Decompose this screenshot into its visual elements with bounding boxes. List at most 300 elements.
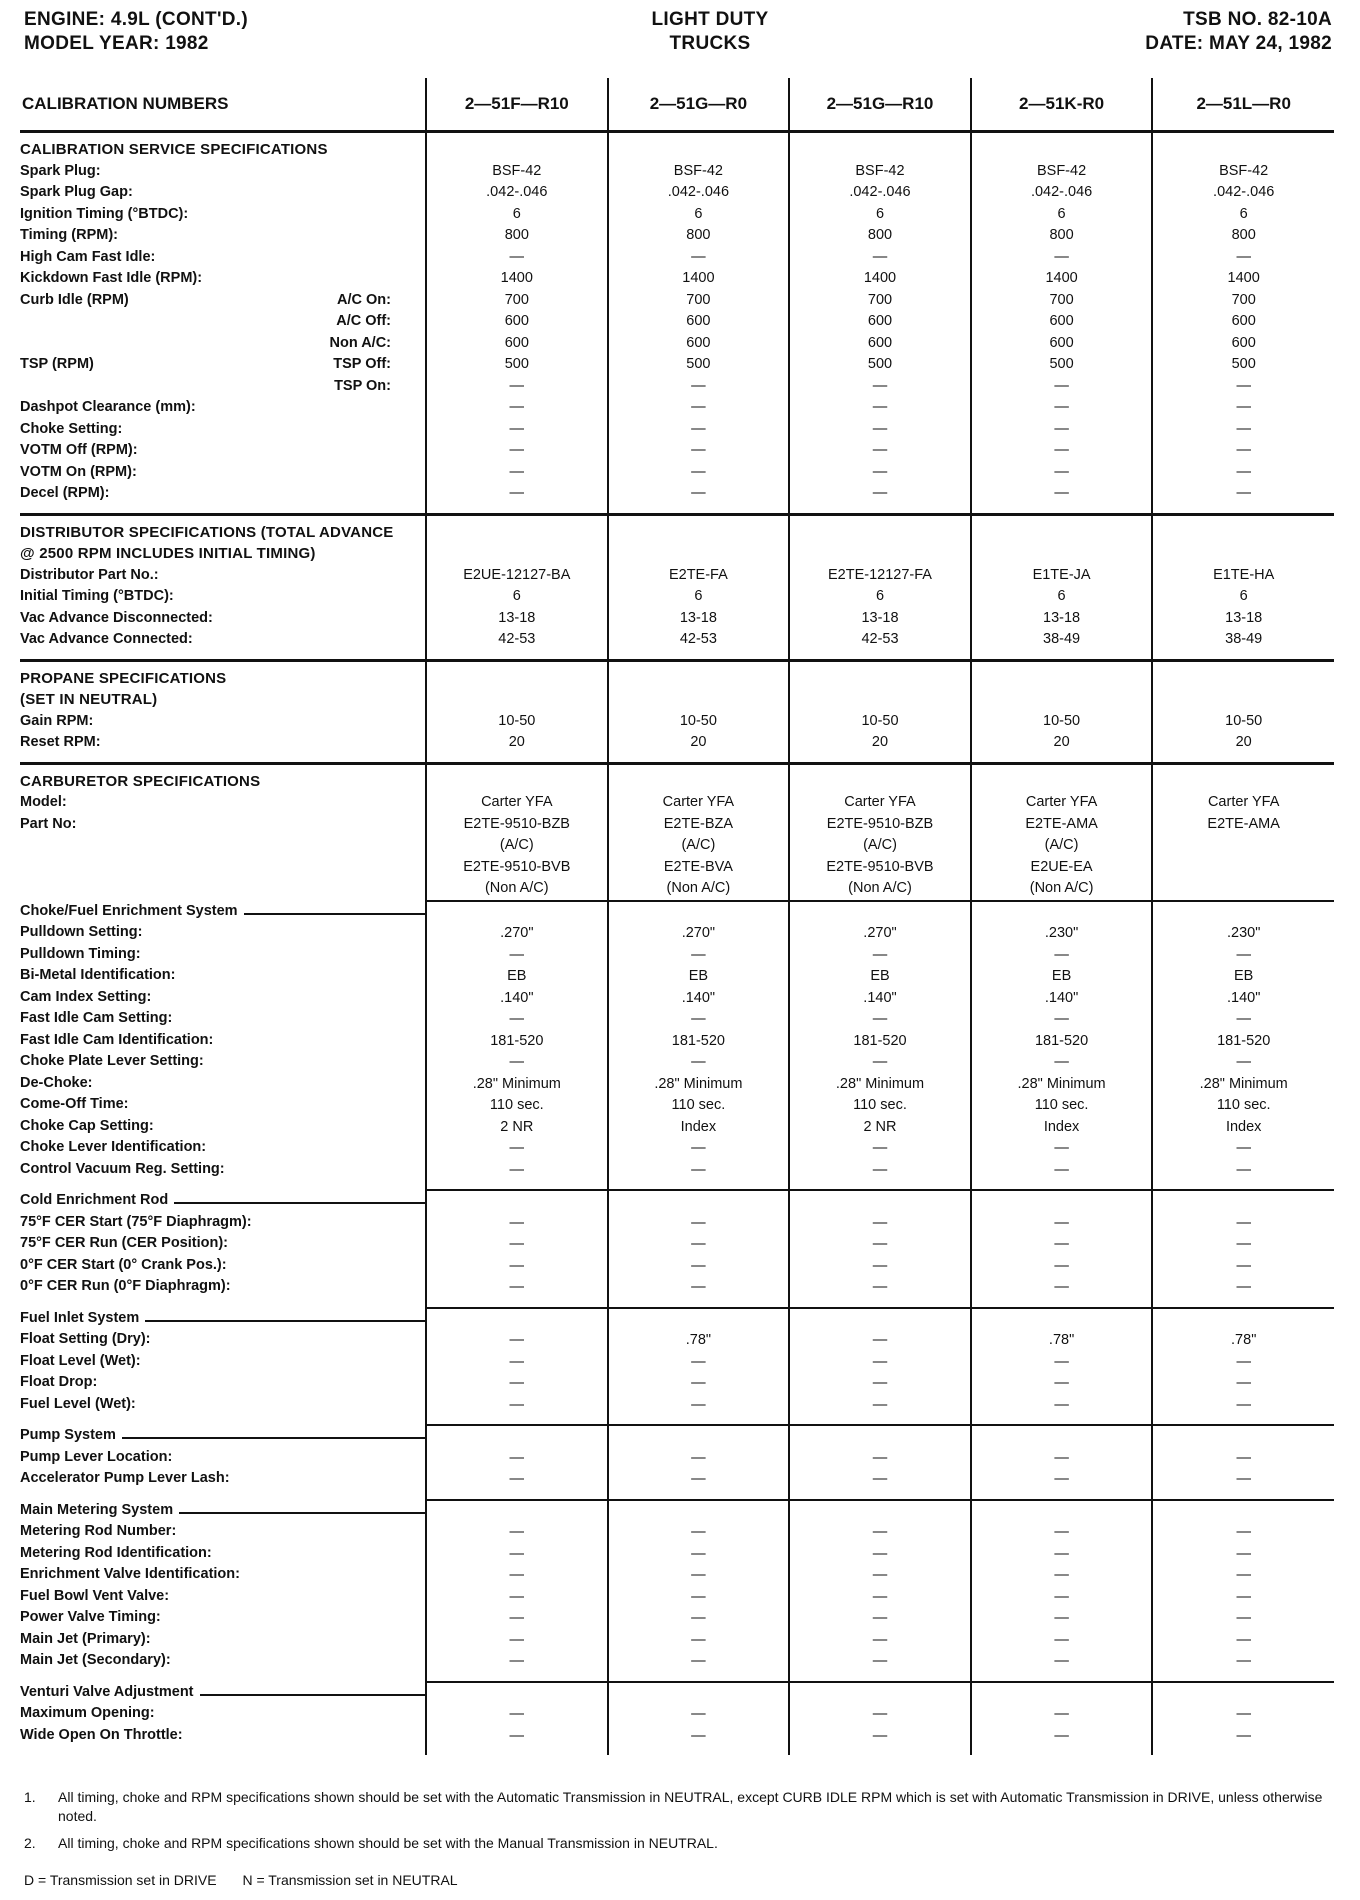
group-title-row — [20, 1682, 425, 1704]
cell-value: 6 — [512, 588, 521, 604]
spacer-row — [790, 902, 970, 924]
footnotes — [24, 1788, 1334, 1861]
group-label-column — [20, 1425, 426, 1500]
calibration-column-header: 2—51F—R10 — [426, 78, 608, 132]
group-title: Choke/Fuel Enrichment System — [20, 903, 244, 919]
cell-value: — — [1236, 1653, 1251, 1669]
cell-value: 42-53 — [498, 631, 536, 647]
spacer-row — [972, 771, 1152, 793]
spec-label: Maximum Opening: — [20, 1705, 155, 1721]
section-title: CARBURETOR SPECIFICATIONS — [20, 772, 261, 790]
carburetor-model: Carter YFA — [1025, 794, 1098, 810]
group-title-row — [20, 1308, 425, 1330]
cell-value: — — [509, 377, 525, 394]
carburetor-part-line: E2TE-9510-BVB — [826, 858, 934, 875]
cell-value: 6 — [1239, 588, 1248, 604]
carburetor-part-line: E2TE-AMA — [1207, 815, 1280, 832]
spec-row-label — [20, 354, 425, 376]
spec-row-label — [20, 290, 425, 312]
cell-value: — — [872, 1236, 888, 1252]
spec-label: Metering Rod Identification: — [20, 1544, 212, 1561]
cell-value: .042-.046 — [1030, 184, 1093, 200]
cell-value: — — [1236, 1471, 1251, 1487]
cell-value: 500 — [504, 356, 529, 372]
footnote-number: 2. — [24, 1835, 36, 1851]
spacer-row — [790, 771, 970, 793]
cell-value: BSF-42 — [673, 162, 723, 179]
value-column — [789, 1500, 971, 1682]
spec-label: Fast Idle Cam Setting: — [20, 1010, 173, 1026]
cell-value: — — [1236, 377, 1251, 394]
spec-row-label — [20, 440, 425, 462]
spec-label: Choke Setting: — [20, 420, 123, 437]
cell-value: — — [872, 1727, 888, 1744]
spec-label: Metering Rod Number: — [20, 1523, 177, 1539]
cell-value: 600 — [867, 313, 893, 329]
cell-value: — — [509, 946, 525, 963]
cell-value: 800 — [504, 227, 529, 243]
specification-table — [20, 78, 1334, 1755]
group-label-column — [20, 1190, 426, 1308]
group-label-column — [20, 901, 426, 1191]
cell-value: 1400 — [1045, 270, 1078, 286]
cell-value: — — [1054, 946, 1069, 963]
carburetor-group — [20, 1425, 1334, 1500]
spacer-row — [972, 1501, 1152, 1523]
cell-value: — — [691, 1524, 706, 1540]
spec-row-label — [20, 397, 425, 419]
cell-value: 20 — [871, 734, 889, 750]
cell-value: — — [1054, 1471, 1069, 1487]
carburetor-part-line — [1153, 835, 1334, 857]
cell-value: — — [1054, 1054, 1069, 1070]
spacer-row — [427, 1309, 607, 1331]
carburetor-part-line: E2TE-9510-BVB — [463, 858, 571, 875]
spec-label: High Cam Fast Idle: — [20, 248, 156, 265]
footnote-number: 1. — [24, 1789, 36, 1805]
cell-value: — — [872, 1054, 888, 1070]
cell-value: 10-50 — [1043, 712, 1081, 729]
spacer-row — [427, 902, 607, 924]
spec-label: Power Valve Timing: — [20, 1609, 161, 1625]
spec-label: Part No: — [20, 815, 77, 832]
cell-value: 500 — [686, 356, 711, 372]
cell-value: 110 sec. — [1216, 1097, 1271, 1113]
value-column — [789, 660, 971, 763]
spacer-row — [427, 1426, 607, 1448]
spacer-row — [1153, 689, 1334, 711]
spec-row-label — [20, 225, 425, 247]
value-column — [1152, 763, 1334, 901]
cell-value: 600 — [867, 334, 893, 351]
cell-value: EB — [507, 968, 527, 984]
cell-value: 110 sec. — [489, 1097, 544, 1113]
value-column — [1152, 1500, 1334, 1682]
cell-value: 181-520 — [1217, 1032, 1271, 1049]
cell-value: 38-49 — [1225, 631, 1263, 647]
cell-value: — — [872, 248, 888, 265]
cell-value: 6 — [694, 588, 703, 604]
cell-value: 1400 — [863, 270, 897, 286]
cell-value: — — [509, 463, 525, 480]
cell-value: E2UE-12127-BA — [463, 566, 571, 583]
carburetor-part-line: E2TE-9510-BZB — [826, 815, 934, 832]
spacer-row — [427, 1191, 607, 1213]
cell-value: BSF-42 — [1219, 162, 1269, 179]
cell-value: — — [872, 1353, 888, 1370]
cell-value: — — [872, 1332, 888, 1348]
spacer-row — [1153, 1191, 1334, 1213]
spacer-row — [972, 689, 1152, 711]
spec-label: Control Vacuum Reg. Setting: — [20, 1160, 225, 1177]
cell-value: — — [872, 1653, 888, 1669]
value-column — [426, 763, 608, 901]
spec-sublabel: Non A/C: — [329, 334, 391, 351]
value-column — [971, 514, 1153, 660]
spec-label: Pulldown Setting: — [20, 924, 143, 940]
spacer-row — [972, 1309, 1152, 1331]
section-title: DISTRIBUTOR SPECIFICATIONS (TOTAL ADVANCE — [20, 523, 394, 541]
cell-value: — — [1236, 1353, 1251, 1370]
cell-value: 700 — [686, 291, 711, 308]
cell-value: 600 — [1231, 313, 1256, 329]
spec-label: Decel (RPM): — [20, 485, 110, 501]
spec-label: Pump Lever Location: — [20, 1448, 173, 1465]
cell-value: — — [1054, 1706, 1069, 1722]
value-column — [971, 1425, 1153, 1500]
cell-value: — — [691, 1214, 706, 1231]
spacer-row — [609, 668, 789, 690]
spec-label: Choke Plate Lever Setting: — [20, 1053, 204, 1069]
carburetor-part-line: (A/C) — [863, 837, 897, 853]
cell-value: — — [691, 1449, 706, 1466]
section-label-column — [20, 514, 426, 660]
cell-value: — — [691, 1353, 706, 1370]
spacer-row — [790, 668, 970, 690]
cell-value: — — [872, 1396, 888, 1413]
spec-label: Spark Plug Gap: — [20, 184, 133, 200]
value-column — [426, 1500, 608, 1682]
cell-value: — — [509, 1375, 525, 1391]
tsb-date: DATE: MAY 24, 1982 — [1145, 33, 1332, 54]
spacer-row — [790, 1501, 970, 1523]
cell-value: 1400 — [682, 270, 715, 286]
cell-value: 6 — [512, 205, 521, 222]
value-column — [1152, 132, 1334, 515]
cell-value: — — [691, 1588, 706, 1605]
cell-value: 600 — [1049, 313, 1074, 329]
value-column — [608, 132, 790, 515]
group-title-row — [20, 1425, 425, 1447]
cell-value: — — [509, 1279, 525, 1295]
cell-value: — — [509, 1631, 525, 1648]
service-specifications-section — [20, 132, 1334, 515]
cell-value: BSF-42 — [1036, 162, 1087, 179]
cell-value: — — [1236, 463, 1251, 480]
spacer-row — [427, 689, 607, 711]
carburetor-part-line: E2TE-BZA — [663, 815, 734, 832]
carburetor-part-line: (A/C) — [681, 837, 716, 853]
value-column — [789, 763, 971, 901]
cell-value: 20 — [690, 734, 707, 750]
spec-label: Timing (RPM): — [20, 227, 118, 243]
cell-value: — — [1054, 1140, 1069, 1156]
carburetor-group — [20, 901, 1334, 1191]
spec-label: Gain RPM: — [20, 712, 94, 729]
cell-value: 38-49 — [1043, 631, 1081, 647]
cell-value: — — [509, 1524, 525, 1540]
cell-value: 13-18 — [861, 609, 899, 626]
spec-label: Spark Plug: — [20, 162, 101, 179]
cell-value: — — [872, 463, 888, 480]
cell-value: — — [1054, 1257, 1069, 1274]
group-label-column — [20, 1308, 426, 1426]
spec-label: Kickdown Fast Idle (RPM): — [20, 270, 203, 286]
cell-value: — — [691, 1236, 706, 1252]
cell-value: BSF-42 — [855, 162, 905, 179]
cell-value: — — [509, 1236, 525, 1252]
value-column — [608, 901, 790, 1191]
spacer-row — [609, 689, 789, 711]
value-column — [426, 1308, 608, 1426]
cell-value: 800 — [867, 227, 893, 243]
spacer-row — [609, 139, 789, 161]
spacer-row — [609, 1191, 789, 1213]
cell-value: — — [872, 1011, 888, 1027]
cell-value: 700 — [504, 291, 529, 308]
cell-value: — — [872, 1610, 888, 1626]
spacer-row — [609, 771, 789, 793]
carburetor-model: Carter YFA — [662, 794, 735, 810]
propane-specifications-section — [20, 660, 1334, 763]
spacer-row — [1153, 543, 1334, 565]
cell-value: — — [691, 485, 706, 501]
cell-value: — — [691, 1161, 706, 1178]
cell-value: 110 sec. — [671, 1097, 726, 1113]
value-column — [789, 901, 971, 1191]
value-column — [608, 660, 790, 763]
value-column — [971, 660, 1153, 763]
cell-value: — — [509, 1653, 525, 1669]
value-column — [971, 132, 1153, 515]
spec-label: 0°F CER Run (0°F Diaphragm): — [20, 1278, 231, 1294]
cell-value: 700 — [1231, 291, 1256, 308]
group-title: Venturi Valve Adjustment — [20, 1684, 200, 1700]
cell-value: — — [691, 1706, 706, 1722]
spec-row-label — [20, 419, 425, 441]
value-column — [608, 1500, 790, 1682]
cell-value: — — [872, 377, 888, 394]
cell-value: — — [691, 1471, 706, 1487]
cell-value: — — [1236, 1279, 1251, 1295]
spec-label: De-Choke: — [20, 1074, 93, 1091]
cell-value: — — [509, 1257, 525, 1274]
spacer-row — [427, 771, 607, 793]
spec-label: Reset RPM: — [20, 734, 101, 750]
carburetor-model: Carter YFA — [1207, 794, 1280, 810]
value-column — [1152, 514, 1334, 660]
spec-label: Ignition Timing (°BTDC): — [20, 205, 189, 222]
transmission-legend — [24, 1872, 480, 1888]
spacer-row — [790, 139, 970, 161]
calibration-header-row — [20, 78, 1334, 132]
spec-label: Fuel Bowl Vent Valve: — [20, 1587, 170, 1604]
cell-value: — — [872, 1706, 888, 1722]
spacer-row — [1153, 1309, 1334, 1331]
cell-value: .270" — [681, 925, 716, 941]
cell-value: .270" — [500, 925, 534, 941]
spec-row-label — [20, 608, 425, 630]
cell-value: E2TE-12127-FA — [827, 566, 932, 583]
cell-value: .78" — [685, 1332, 712, 1348]
distributor-specifications-section — [20, 514, 1334, 660]
cell-value: — — [1054, 1524, 1069, 1540]
value-column — [426, 901, 608, 1191]
cell-value: — — [1054, 485, 1069, 501]
cell-value: Index — [1225, 1118, 1262, 1135]
cell-value: .28" Minimum — [472, 1075, 561, 1092]
cell-value: EB — [1051, 968, 1072, 984]
cell-value: — — [1054, 1449, 1069, 1466]
cell-value: — — [691, 1610, 706, 1626]
cell-value: 42-53 — [861, 631, 899, 647]
group-title: Fuel Inlet System — [20, 1310, 145, 1326]
cell-value: .230" — [1044, 925, 1079, 941]
cell-value: — — [872, 1631, 888, 1648]
cell-value: — — [1054, 1279, 1069, 1295]
spec-row-label — [20, 711, 425, 733]
cell-value: — — [691, 1279, 706, 1295]
cell-value: — — [1054, 1631, 1069, 1648]
cell-value: — — [691, 420, 706, 437]
cell-value: — — [509, 420, 525, 437]
group-title-row — [20, 901, 425, 923]
carburetor-model: Carter YFA — [481, 794, 553, 810]
carburetor-model: Carter YFA — [844, 794, 916, 810]
spacer-row — [1153, 771, 1334, 793]
cell-value: — — [1236, 1375, 1251, 1391]
spec-label: Main Jet (Secondary): — [20, 1652, 171, 1668]
value-column — [1152, 1190, 1334, 1308]
cell-value: 42-53 — [679, 631, 717, 647]
spec-row-label — [20, 483, 425, 505]
cell-value: — — [1236, 1727, 1251, 1744]
cell-value: — — [872, 1567, 888, 1583]
spacer-row — [1153, 139, 1334, 161]
carburetor-part-line: (A/C) — [499, 837, 534, 853]
footnote — [24, 1834, 1334, 1853]
spacer-row — [609, 1426, 789, 1448]
cell-value: .78" — [1231, 1332, 1257, 1348]
spacer-row — [609, 1501, 789, 1523]
value-column — [971, 901, 1153, 1191]
cell-value: 600 — [504, 334, 529, 351]
cell-value: .140" — [500, 989, 534, 1006]
spec-label: VOTM Off (RPM): — [20, 442, 138, 458]
calibration-column-header: 2—51G—R0 — [608, 78, 790, 132]
spec-label: 0°F CER Start (0° Crank Pos.): — [20, 1256, 227, 1273]
calibration-column-header: 2—51L—R0 — [1152, 78, 1334, 132]
cell-value: — — [872, 1279, 888, 1295]
carburetor-part-line: E2TE-9510-BZB — [463, 815, 570, 832]
cell-value: .140" — [681, 989, 716, 1006]
cell-value: — — [509, 1727, 525, 1744]
cell-value: 6 — [694, 205, 703, 222]
value-column — [971, 1190, 1153, 1308]
section-title: (SET IN NEUTRAL) — [20, 691, 158, 708]
carburetor-part-line: (Non A/C) — [666, 880, 731, 896]
carburetor-part-line: E2TE-AMA — [1025, 815, 1098, 832]
group-title-row — [20, 1500, 425, 1522]
cell-value: — — [1054, 1375, 1069, 1391]
value-column — [426, 514, 608, 660]
legend-neutral: N = Transmission set in NEUTRAL — [242, 1872, 458, 1888]
spec-label: Dashpot Clearance (mm): — [20, 399, 196, 415]
cell-value: — — [509, 399, 525, 415]
spacer-row — [972, 1426, 1152, 1448]
cell-value: 181-520 — [490, 1032, 544, 1049]
spec-label: Cam Index Setting: — [20, 988, 152, 1005]
cell-value: — — [1054, 1567, 1069, 1583]
section-title: CALIBRATION SERVICE SPECIFICATIONS — [20, 141, 328, 158]
spacer-row — [972, 668, 1152, 690]
section-title: @ 2500 RPM INCLUDES INITIAL TIMING) — [20, 545, 316, 562]
cell-value: — — [509, 248, 525, 265]
cell-value: BSF-42 — [492, 162, 542, 179]
spec-label: TSP (RPM) — [20, 356, 94, 372]
spacer-row — [427, 139, 607, 161]
spacer-row — [1153, 1683, 1334, 1705]
carburetor-part-line: (Non A/C) — [484, 880, 549, 896]
cell-value: — — [691, 1140, 706, 1156]
cell-value: 800 — [1231, 227, 1256, 243]
cell-value: E1TE-HA — [1213, 566, 1275, 583]
value-column — [789, 1425, 971, 1500]
cell-value: .140" — [1044, 989, 1079, 1006]
header-tsb-block — [1145, 8, 1332, 56]
cell-value: — — [509, 1214, 525, 1231]
spacer-row — [790, 1683, 970, 1705]
cell-value: — — [1054, 1588, 1069, 1605]
spacer-row — [427, 1501, 607, 1523]
spec-row-label — [20, 732, 425, 754]
cell-value: — — [1054, 1396, 1069, 1413]
cell-value: .28" Minimum — [1199, 1075, 1288, 1092]
cell-value: 500 — [1049, 356, 1074, 372]
cell-value: — — [1236, 1011, 1251, 1027]
cell-value: 6 — [1057, 588, 1066, 604]
cell-value: 110 sec. — [853, 1097, 907, 1113]
spec-label: Pulldown Timing: — [20, 945, 141, 962]
cell-value: 6 — [875, 205, 885, 222]
cell-value: — — [1054, 463, 1069, 480]
spec-label: Distributor Part No.: — [20, 566, 159, 583]
cell-value: — — [1054, 1353, 1069, 1370]
cell-value: E1TE-JA — [1032, 566, 1091, 583]
cell-value: — — [1236, 1140, 1251, 1156]
header-engine-block — [24, 8, 248, 56]
cell-value: — — [872, 1161, 888, 1178]
spec-label: Bi-Metal Identification: — [20, 967, 176, 983]
cell-value: — — [691, 1375, 706, 1391]
spacer-row — [972, 139, 1152, 161]
spec-label: Fuel Level (Wet): — [20, 1395, 136, 1412]
cell-value: 2 NR — [863, 1118, 897, 1135]
section-label-column — [20, 660, 426, 763]
spec-label: Model: — [20, 794, 67, 810]
legend-drive: D = Transmission set in DRIVE — [24, 1872, 217, 1888]
spec-label: VOTM On (RPM): — [20, 463, 137, 480]
